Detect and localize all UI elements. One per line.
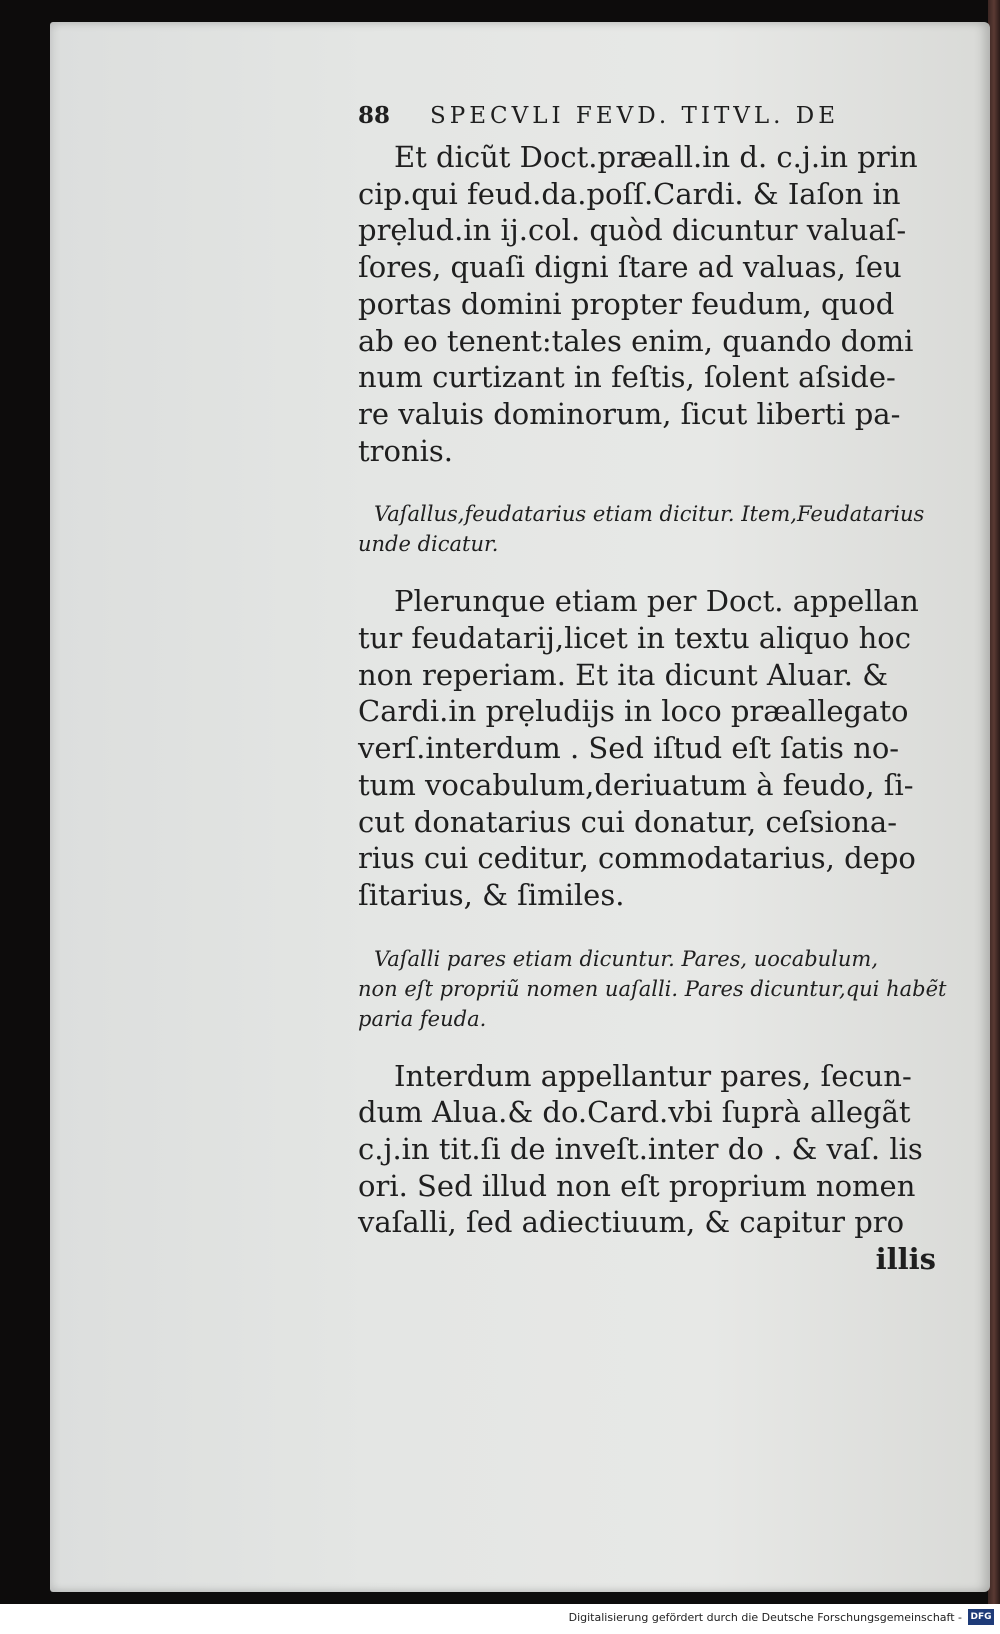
- page-number: 88: [358, 102, 391, 129]
- text-line: cut donatarius cui donatur, ceſsiona-: [358, 804, 898, 839]
- dfg-logo: DFG: [968, 1609, 994, 1625]
- text-line: rius cui ceditur, commodatarius, depo: [358, 841, 916, 876]
- text-line: ab eo tenent:tales enim, quando domi: [358, 323, 914, 358]
- text-line: tur feudatarij,licet in textu aliquo hoc: [358, 621, 911, 656]
- text-line: verſ.interdum . Sed iſtud eſt ſatis no-: [358, 731, 900, 766]
- text-line: vaſalli, ſed adiectiuum, & capitur pro: [358, 1205, 905, 1240]
- text-line: Interdum appellantur pares, ſecun-: [394, 1058, 912, 1093]
- note-line: unde dicatur.: [358, 532, 499, 557]
- paragraph-3: [358, 1058, 936, 1278]
- catchword: illis: [875, 1242, 936, 1277]
- text-line: Et dicũt Doct.præall.in d. c.j.in prin: [394, 140, 918, 174]
- text-line: re valuis dominorum, ſicut liberti pa-: [358, 396, 901, 431]
- text-line: cip.qui feud.da.poſſ.Cardi. & Iaſon in: [358, 176, 901, 211]
- text-line: c.j.in tit.ſi de inveſt.inter do . & vaſ. lis: [358, 1132, 923, 1167]
- footer-bar: [0, 1604, 1000, 1634]
- note-line: Vaſalli pares etiam dicuntur. Pares, uocabulum,: [374, 946, 879, 971]
- text-line: non reperiam. Et ita dicunt Aluar. &: [358, 657, 889, 692]
- text-line: ſores, quaſi digni ſtare ad valuas, ſeu: [358, 250, 902, 285]
- note-line: non eſt propriũ nomen uaſalli. Pares dicuntur,qui habẽt: [358, 976, 947, 1001]
- note-line: Vaſallus,feudatarius etiam dicitur. Item,Feudatarius: [374, 502, 925, 527]
- text-line: Plerunque etiam per Doct. appellan: [394, 584, 919, 619]
- running-title: SPECVLI FEVD. TITVL. DE: [430, 103, 840, 129]
- marginal-summary-1: [358, 499, 936, 559]
- funding-credit: Digitalisierung gefördert durch die Deutsche Forschungsgemeinschaft -: [568, 1611, 962, 1624]
- paragraph-1: [358, 139, 936, 469]
- running-head: [358, 102, 936, 129]
- marginal-summary-2: [358, 944, 947, 1034]
- page-text-block: [358, 102, 947, 1278]
- text-line: dum Alua.& do.Card.vbi ſuprà allegãt: [358, 1095, 911, 1130]
- text-line: ori. Sed illud non eſt proprium nomen: [358, 1168, 916, 1203]
- text-line: num curtizant in feſtis, ſolent aſside-: [358, 360, 896, 395]
- text-line: prẹlud.in ij.col. quòd dicuntur valuaſ-: [358, 213, 907, 248]
- text-line: Cardi.in prẹludijs in loco præallegato: [358, 694, 909, 729]
- text-line: tum vocabulum,deriuatum à feudo, ſi-: [358, 767, 914, 802]
- text-line: ſitarius, & ſimiles.: [358, 877, 625, 912]
- note-line: paria feuda.: [358, 1006, 487, 1031]
- text-line: portas domini propter feudum, quod: [358, 286, 895, 321]
- paragraph-2: [358, 583, 936, 913]
- text-line: tronis.: [358, 433, 454, 468]
